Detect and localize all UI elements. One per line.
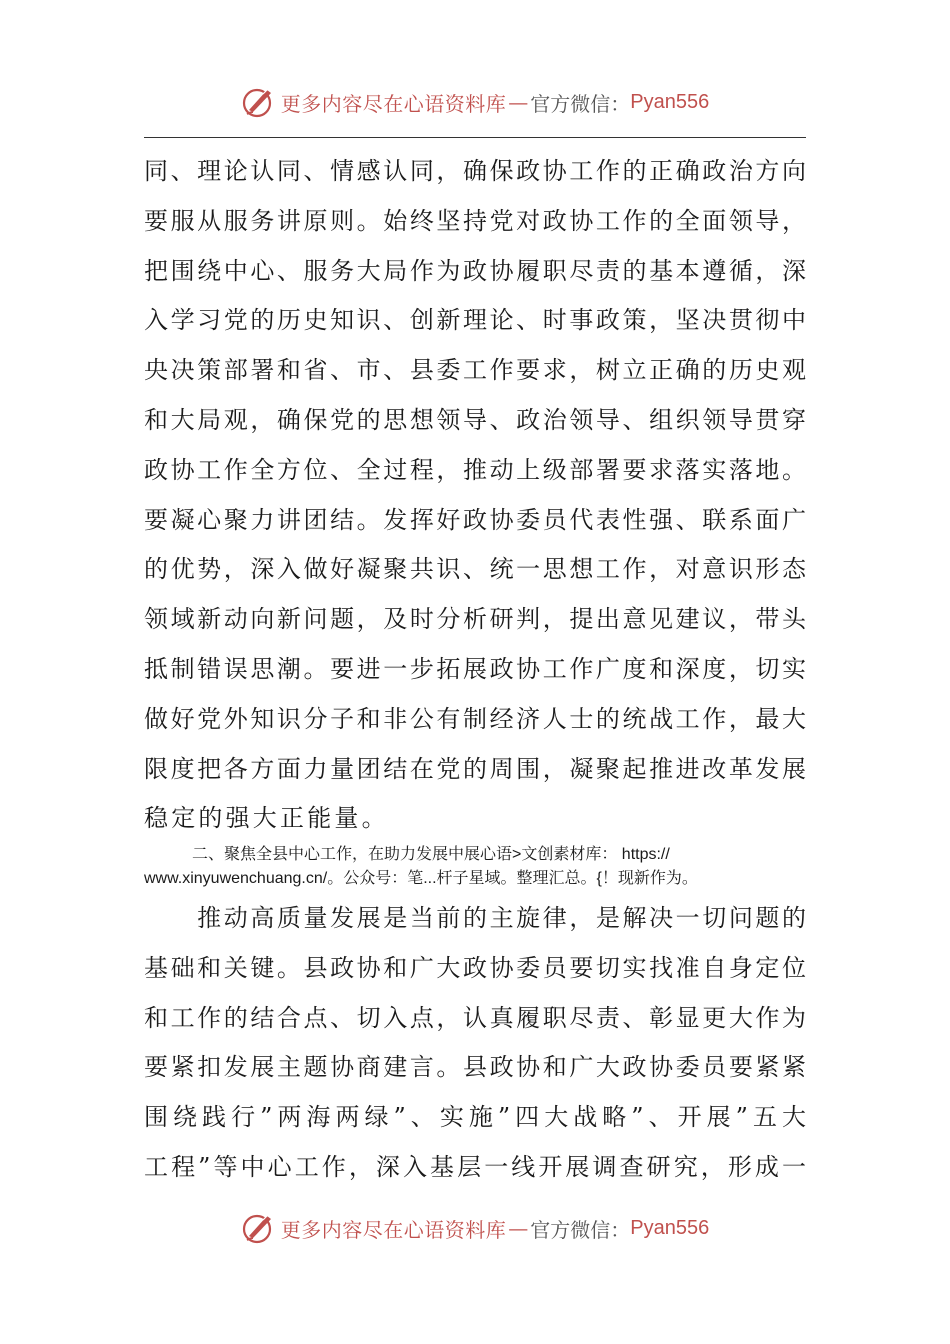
text-line: 把围绕中心、服务大局作为政协履职尽责的基本遵循，深 [144, 256, 806, 285]
text-line: 要紧扣发展主题协商建言。县政协和广大政协委员要紧紧 [144, 1053, 806, 1082]
footer-watermark-banner [0, 1208, 950, 1248]
banner-wechat-id: Pyan556 [630, 1216, 710, 1239]
section-heading-line-2: www.xinyuwenchuang.cn/。公众号：笔...杆子星域。整理汇总。{！现新作为。 [144, 870, 698, 887]
banner-official-label: 官方微信： [530, 1217, 631, 1242]
text-line: 入学习党的历史知识、创新理论、时事政策，坚决贯彻中 [144, 306, 806, 335]
text-line: 政协工作全方位、全过程，推动上级部署要求落实落地。 [144, 455, 806, 484]
text-line: 工程”等中心工作，深入基层一线开展调查研究，形成一 [144, 1152, 806, 1181]
text-line: 领域新动向新问题，及时分析研判，提出意见建议，带头 [144, 605, 806, 634]
section-heading-line-1: 二、聚焦全县中心工作，在助力发展中展心语>文创素材库： https:// [192, 846, 670, 863]
banner-wechat-id: Pyan556 [630, 90, 710, 113]
text-line: 和工作的结合点、切入点，认真履职尽责、彰显更大作为 [144, 1003, 806, 1032]
paragraph-block-2 [144, 894, 806, 1193]
text-line: 和大局观，确保党的思想领导、政治领导、组织领导贯穿 [144, 405, 806, 434]
text-line: 围绕践行”两海两绿”、实施”四大战略”、开展”五大 [144, 1103, 806, 1132]
quill-pen-logo-icon [241, 84, 277, 120]
section-heading [144, 843, 806, 891]
banner-main-text: 更多内容尽在心语资料库 [280, 1217, 507, 1242]
text-line: 稳定的强大正能量。 [144, 804, 389, 833]
text-line: 同、理论认同、情感认同，确保政协工作的正确政治方向 [144, 157, 806, 185]
header-divider [144, 137, 806, 138]
quill-pen-logo-icon [241, 1210, 277, 1246]
banner-dash: — [508, 1216, 529, 1240]
text-line: 要服从服务讲原则。始终坚持党对政协工作的全面领导， [144, 206, 806, 235]
banner-dash: — [508, 90, 529, 114]
text-line: 推动高质量发展是当前的主旋律，是解决一切问题的 [144, 904, 806, 932]
text-line: 的优势，深入做好凝聚共识、统一思想工作，对意识形态 [144, 555, 806, 584]
header-watermark-banner [0, 82, 950, 122]
text-line: 抵制错误思潮。要进一步拓展政协工作广度和深度，切实 [144, 654, 806, 683]
banner-official-label: 官方微信： [530, 91, 631, 116]
text-line: 基础和关键。县政协和广大政协委员要切实找准自身定位 [144, 953, 806, 982]
text-line: 央决策部署和省、市、县委工作要求，树立正确的历史观 [144, 356, 806, 385]
banner-main-text: 更多内容尽在心语资料库 [280, 91, 507, 116]
text-line: 做好党外知识分子和非公有制经济人士的统战工作，最大 [144, 704, 806, 733]
text-line: 限度把各方面力量团结在党的周围，凝聚起推进改革发展 [144, 754, 806, 783]
paragraph-block-1 [144, 147, 806, 844]
text-line: 要凝心聚力讲团结。发挥好政协委员代表性强、联系面广 [144, 505, 806, 534]
